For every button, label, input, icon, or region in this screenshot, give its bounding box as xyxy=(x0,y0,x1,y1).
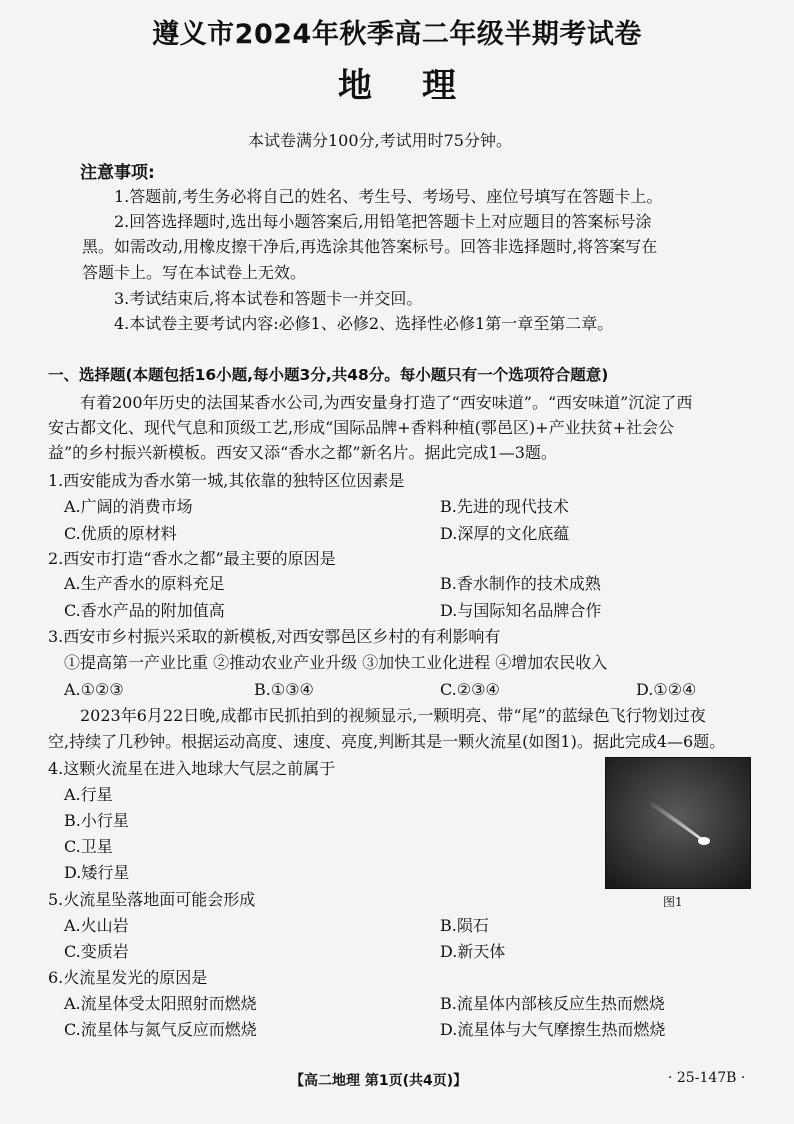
option: C.流星体与氮气反应而燃烧 xyxy=(64,1020,257,1039)
notice-line: 3.考试结束后,将本试卷和答题卡一并交回。 xyxy=(114,289,423,308)
option: D.深厚的文化底蕴 xyxy=(440,524,570,543)
option: B.陨石 xyxy=(440,916,489,935)
passage-line: 安古都文化、现代气息和顶级工艺,形成“国际品牌+香料种植(鄠邑区)+产业扶贫+社会公 xyxy=(48,418,674,437)
option: C.优质的原材料 xyxy=(64,524,177,543)
question-stem: 2.西安市打造“香水之都”最主要的原因是 xyxy=(48,549,336,568)
section-heading: 一、选择题(本题包括16小题,每小题3分,共48分。每小题只有一个选项符合题意) xyxy=(48,366,609,384)
notice-heading: 注意事项: xyxy=(80,163,155,183)
option: D.流星体与大气摩擦生热而燃烧 xyxy=(440,1020,666,1039)
question-stem: 6.火流星发光的原因是 xyxy=(48,968,208,987)
notice-line: 答题卡上。写在本试卷上无效。 xyxy=(82,263,307,282)
option: A.火山岩 xyxy=(64,916,129,935)
page-footer: 【高二地理 第1页(共4页)】 xyxy=(290,1073,468,1089)
option: C.变质岩 xyxy=(64,942,129,961)
option: D.与国际知名品牌合作 xyxy=(440,601,602,620)
question-stem: 4.这颗火流星在进入地球大气层之前属于 xyxy=(48,759,336,778)
passage-line: 空,持续了几秒钟。根据运动高度、速度、亮度,判断其是一颗火流星(如图1)。据此完成4—6题。 xyxy=(48,732,726,751)
option: D.①②④ xyxy=(636,680,697,699)
notice-line: 2.回答选择题时,选出每小题答案后,用铅笔把答题卡上对应题目的答案标号涂 xyxy=(114,212,652,231)
option: B.香水制作的技术成熟 xyxy=(440,574,601,593)
option: B.流星体内部核反应生热而燃烧 xyxy=(440,994,665,1013)
option: C.②③④ xyxy=(440,680,500,699)
option: C.香水产品的附加值高 xyxy=(64,601,225,620)
meteor-image xyxy=(606,758,750,888)
paper-code: · 25-147B · xyxy=(668,1070,746,1086)
question-items: ①提高第一产业比重 ②推动农业产业升级 ③加快工业化进程 ④增加农民收入 xyxy=(64,653,608,672)
option: A.广阔的消费市场 xyxy=(64,497,193,516)
option: A.行星 xyxy=(64,785,113,804)
passage-line: 益”的乡村振兴新模板。西安又添“香水之都”新名片。据此完成1—3题。 xyxy=(48,443,557,462)
passage-line: 有着200年历史的法国某香水公司,为西安量身打造了“西安味道”。“西安味道”沉淀了西 xyxy=(80,393,693,412)
passage-line: 2023年6月22日晚,成都市民抓拍到的视频显示,一颗明亮、带“尾”的蓝绿色飞行物划过夜 xyxy=(80,706,706,725)
option: D.新天体 xyxy=(440,942,506,961)
question-stem: 1.西安能成为香水第一城,其依靠的独特区位因素是 xyxy=(48,471,405,490)
option: A.①②③ xyxy=(64,680,124,699)
notice-line: 黑。如需改动,用橡皮擦干净后,再选涂其他答案标号。回答非选择题时,将答案写在 xyxy=(82,237,658,256)
figure-caption: 图1 xyxy=(663,895,683,909)
option: B.先进的现代技术 xyxy=(440,497,569,516)
question-stem: 5.火流星坠落地面可能会形成 xyxy=(48,890,256,909)
option: A.流星体受太阳照射而燃烧 xyxy=(64,994,257,1013)
subject-title: 地理 xyxy=(338,66,506,106)
option: B.①③④ xyxy=(254,680,314,699)
notice-line: 1.答题前,考生务必将自己的姓名、考生号、考场号、座位号填写在答题卡上。 xyxy=(114,187,663,206)
fireball-meteor-photo xyxy=(605,757,751,889)
notice-line: 4.本试卷主要考试内容:必修1、必修2、选择性必修1第一章至第二章。 xyxy=(114,314,614,333)
option: C.卫星 xyxy=(64,837,113,856)
exam-info: 本试卷满分100分,考试用时75分钟。 xyxy=(248,131,512,150)
option: D.矮行星 xyxy=(64,863,130,882)
exam-title: 遵义市2024年秋季高二年级半期考试卷 xyxy=(152,19,642,50)
option: B.小行星 xyxy=(64,811,129,830)
option: A.生产香水的原料充足 xyxy=(64,574,225,593)
question-stem: 3.西安市乡村振兴采取的新模板,对西安鄠邑区乡村的有利影响有 xyxy=(48,627,501,646)
